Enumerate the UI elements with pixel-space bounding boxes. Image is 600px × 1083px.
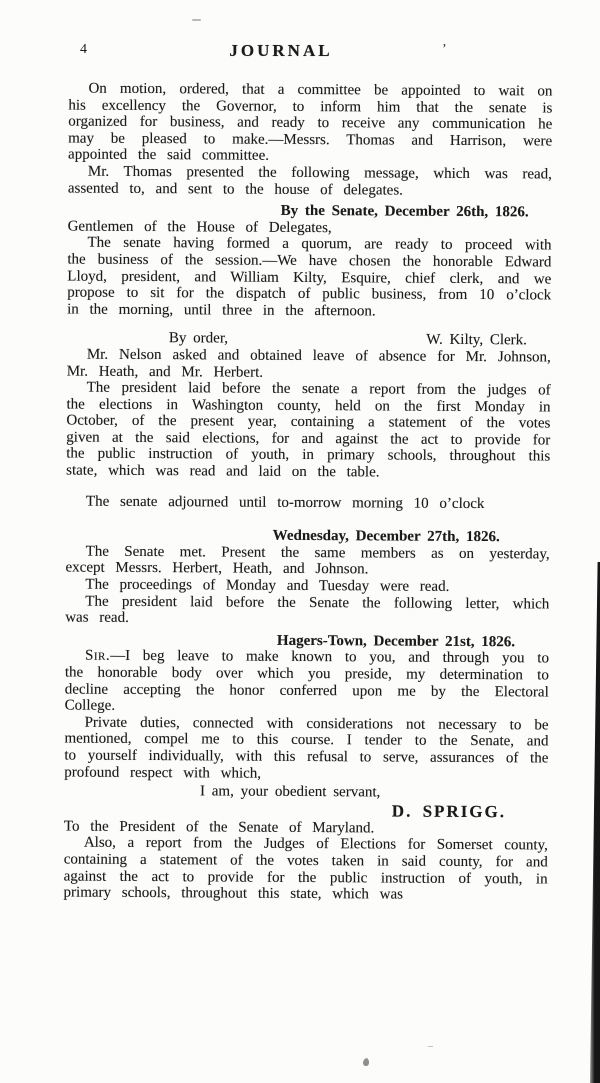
scan-artifact-dash	[192, 19, 201, 21]
dateline-hagerstown: Hagers-Town, December 21st, 1826.	[276, 632, 516, 651]
paragraph-letter-laid: The president laid before the Senate the following letter, which was read.	[65, 593, 550, 627]
dateline-wednesday: Wednesday, December 27th, 1826.	[272, 528, 500, 546]
page-body	[63, 81, 552, 905]
ink-speck	[363, 1059, 369, 1066]
page-number: 4	[80, 42, 87, 57]
paragraph-private-duties: Private duties, connected with considerations not necessary to be mentioned, compel me to this course. I tender to the Senate, and to yourself individually, with this refusal to serve, assurances of the profound respect with which,	[64, 714, 549, 782]
salutation-sir: Sir.	[84, 648, 111, 665]
letter-body-text: —I beg leave to make known to you, and through you to the honorable body over which you preside, my determination to decline accepting the honor conferred upon me by the Electoral College.	[64, 648, 550, 715]
ink-mark: ’	[442, 42, 447, 57]
paragraph-committee-appointed: On motion, ordered, that a committee be appointed to wait on his excellency the Governor, to inform him that the senate is organized for business, and ready to receive any communication he may be pleased to make.—Messrs. Thomas and Harrison, were appointed the said committee.	[68, 80, 553, 165]
scan-artifact-dash-small	[428, 1046, 433, 1047]
paragraph-washington-report: The president laid before the senate a report from the judges of the elections in Washington county, held on the first Monday in October, of the present year, containing a statement of the votes given at the said elections, for and against the act to provide for the public instruction of youth, in primary schools, throughout this state, which was read and laid on the table.	[66, 379, 551, 481]
clerk-signature: W. Kilty, Clerk.	[426, 332, 527, 349]
by-order-label: By order,	[168, 330, 229, 347]
dateline-by-the-senate: By the Senate, December 26th, 1826.	[280, 202, 529, 221]
paragraph-proceedings-read: The proceedings of Monday and Tuesday were read.	[85, 576, 450, 595]
closing-obedient-servant: I am, your obedient servant,	[199, 783, 381, 801]
signature-sprigg: D. SPRIGG.	[391, 801, 507, 821]
paragraph-letter-decline	[65, 648, 549, 717]
paragraph-quorum-message: The senate having formed a quorum, are ready to proceed with the business of the session.—We have chosen the honorable Edward Lloyd, president, and William Kilty, Esquire, chief clerk, and we propose to sit for the dispatch of public business, from 10 o’clock in the morning, until three in the afternoon.	[67, 234, 552, 320]
page-title: JOURNAL	[229, 41, 333, 60]
paragraph-somerset-report: Also, a report from the Judges of Elections for Somerset county, containing a statement of the votes taken in said county, for and against the act to provide for the public instruction of youth, in primary schools, throughout this state, which was	[63, 834, 548, 903]
paragraph-thomas-message: Mr. Thomas presented the following message, which was read, assented to, and sent to the house of delegates.	[67, 163, 552, 199]
paragraph-adjourned: The senate adjourned until to-morrow morning 10 o’clock	[85, 493, 485, 512]
paragraph-senate-met: The Senate met. Present the same members as on yesterday, except Messrs. Herbert, Heath, and Johnson.	[65, 543, 550, 578]
paragraph-nelson-leave: Mr. Nelson asked and obtained leave of absence for Mr. Johnson, Mr. Heath, and Mr. Herbert.	[66, 346, 551, 381]
address-president-senate: To the President of the Senate of Maryland.	[63, 818, 375, 837]
salutation-house-of-delegates: Gentlemen of the House of Delegates,	[67, 218, 332, 236]
scan-edge-shadow	[590, 562, 600, 1083]
